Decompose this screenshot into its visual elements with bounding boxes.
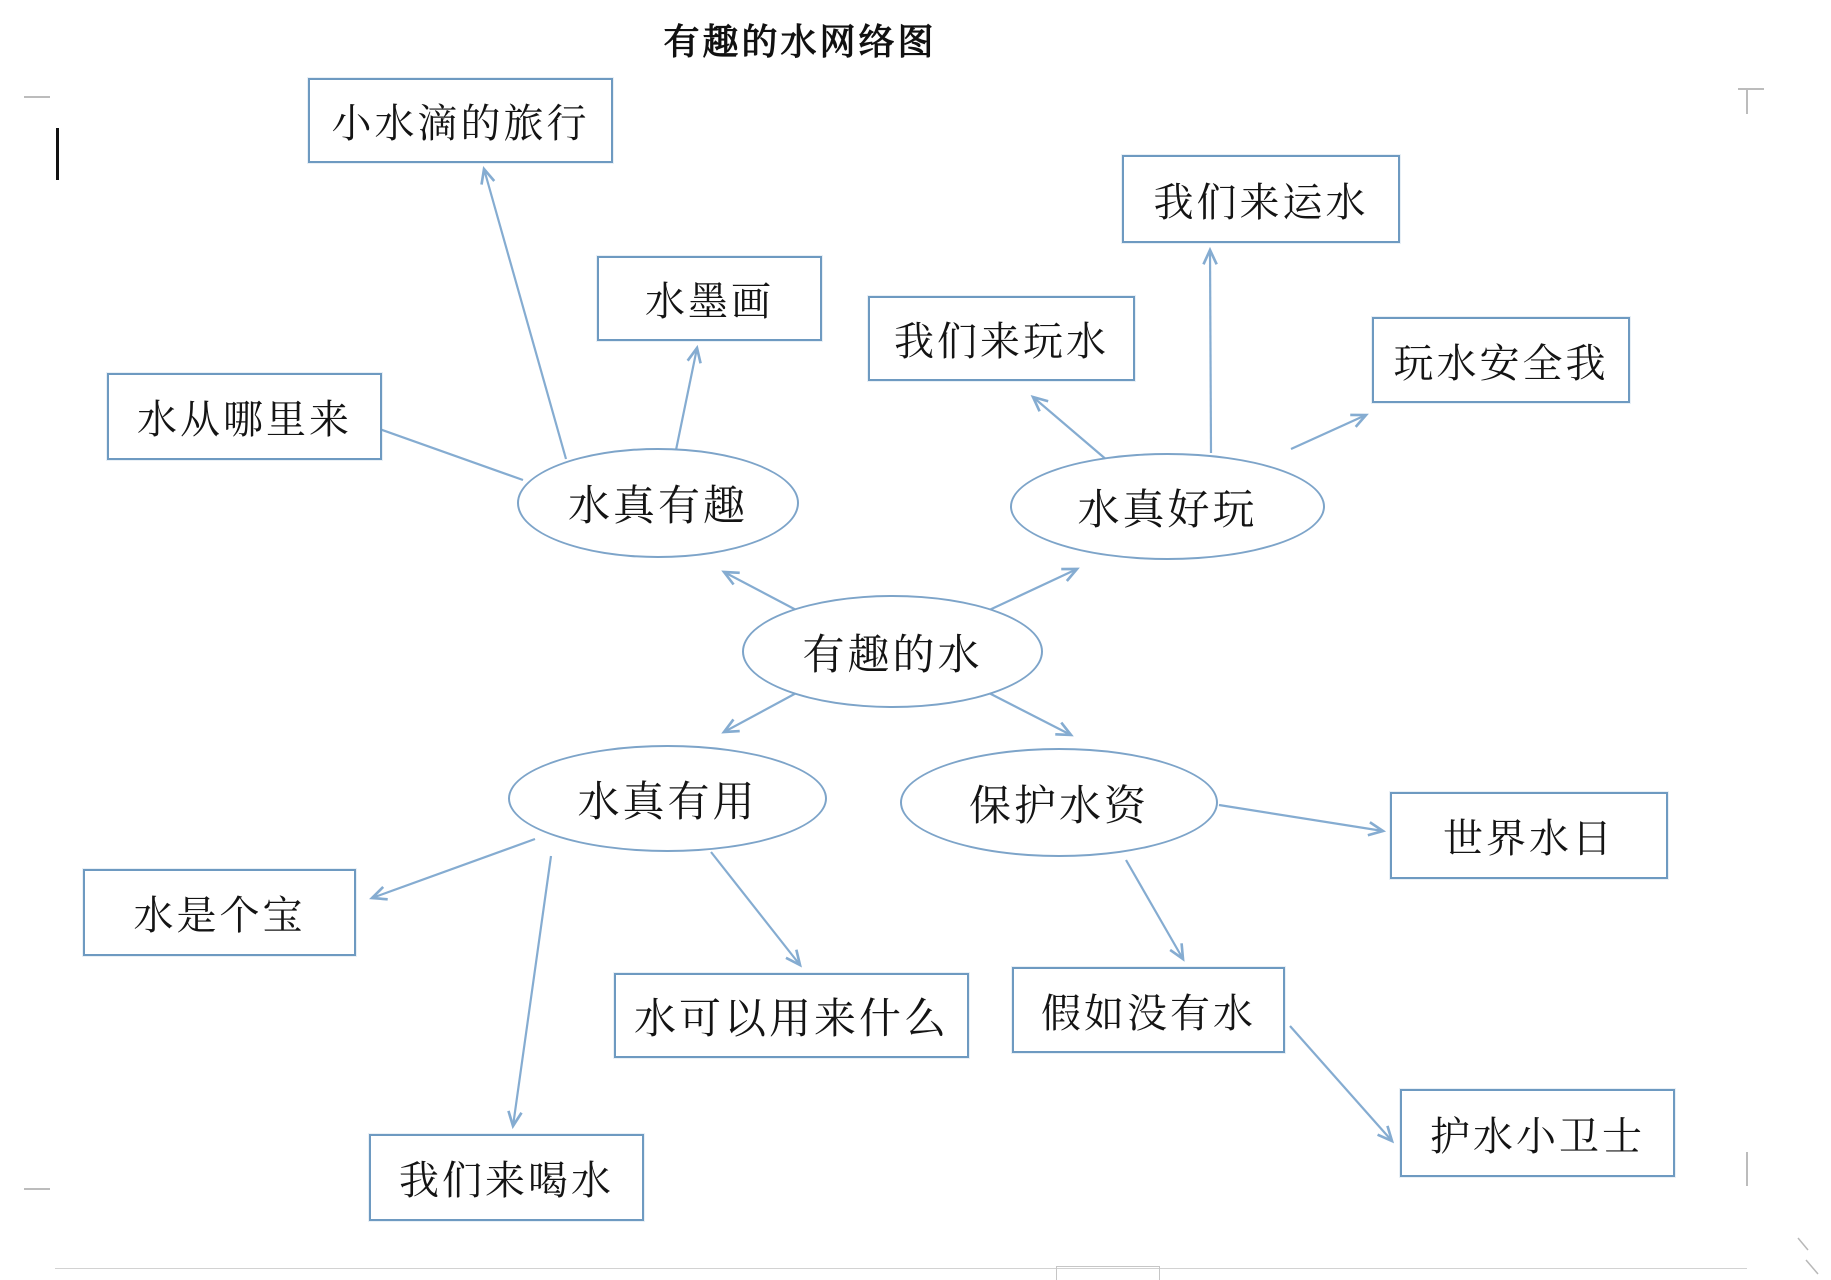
node-label-if-no-water: 假如没有水	[1041, 990, 1256, 1037]
node-box-water-uses[interactable]	[614, 973, 969, 1058]
connector-useful-to-drink-water	[513, 856, 551, 1126]
diagram-title: 有趣的水网络图	[663, 21, 937, 63]
node-label-water-guard: 护水小卫士	[1430, 1113, 1645, 1160]
connector-fun-to-carry-water	[1210, 250, 1211, 453]
node-label-ink-painting: 水墨画	[645, 279, 774, 325]
node-label-water-useful: 水真有用	[577, 776, 758, 826]
node-label-play-safety: 玩水安全我	[1393, 340, 1609, 387]
node-label-world-water-day: 世界水日	[1443, 816, 1615, 862]
node-box-drink-water[interactable]	[369, 1134, 644, 1221]
connector-protect-to-world-water-day	[1219, 805, 1383, 831]
text-cursor	[56, 128, 59, 180]
node-box-droplet-trip[interactable]	[308, 78, 613, 163]
node-label-water-treasure: 水是个宝	[133, 893, 306, 939]
node-box-play-safety[interactable]	[1372, 317, 1630, 403]
node-label-water-uses: 水可以用来什么	[633, 993, 949, 1043]
node-ellipse-water-fun[interactable]	[1010, 453, 1325, 560]
node-label-drink-water: 我们来喝水	[399, 1158, 614, 1204]
node-label-center: 有趣的水	[802, 629, 983, 679]
connector-center-to-water-interesting	[724, 572, 800, 612]
node-ellipse-center[interactable]	[742, 595, 1043, 708]
node-box-world-water-day[interactable]	[1390, 792, 1668, 879]
connector-center-to-protect-water	[985, 691, 1071, 735]
node-ellipse-protect-water[interactable]	[900, 748, 1218, 857]
connector-interesting-to-ink-painting	[676, 348, 697, 450]
connector-useful-to-water-treasure	[372, 839, 535, 898]
connector-fun-to-play-water	[1033, 397, 1108, 461]
node-box-where-from[interactable]	[107, 373, 382, 460]
page-edge-marks	[1798, 1238, 1818, 1274]
margin-mark-bottom-right	[1746, 1152, 1748, 1186]
connector-if-no-water-to-water-guard	[1290, 1026, 1392, 1141]
connector-fun-to-play-safety	[1291, 415, 1366, 449]
node-label-water-fun: 水真好玩	[1077, 484, 1258, 534]
node-box-water-guard[interactable]	[1400, 1089, 1675, 1177]
margin-mark-top-right	[1738, 88, 1764, 90]
margin-mark-top-right-v	[1746, 88, 1748, 114]
node-box-water-treasure[interactable]	[83, 869, 356, 956]
connector-center-to-water-useful	[724, 691, 800, 732]
node-label-droplet-trip: 小水滴的旅行	[331, 101, 590, 147]
page-bottom-box	[1056, 1266, 1160, 1280]
node-box-if-no-water[interactable]	[1012, 967, 1285, 1053]
connector-useful-to-water-uses	[711, 852, 800, 965]
node-label-where-from: 水从哪里来	[137, 397, 352, 443]
node-ellipse-water-interesting[interactable]	[517, 448, 799, 558]
page-bottom-line	[55, 1268, 1747, 1269]
margin-mark-bottom-left	[24, 1188, 50, 1190]
node-ellipse-water-useful[interactable]	[508, 745, 827, 852]
node-box-ink-painting[interactable]	[597, 256, 822, 341]
node-box-carry-water[interactable]	[1122, 155, 1400, 243]
node-label-protect-water: 保护水资	[968, 780, 1149, 830]
connector-interesting-to-droplet-trip	[484, 169, 566, 459]
node-box-play-water[interactable]	[868, 296, 1135, 381]
node-label-carry-water: 我们来运水	[1153, 179, 1369, 226]
node-label-play-water: 我们来玩水	[894, 319, 1109, 365]
margin-mark-top-left	[24, 96, 50, 98]
node-label-water-interesting: 水真有趣	[567, 481, 748, 530]
connector-center-to-water-fun	[985, 569, 1077, 612]
connector-protect-to-if-no-water	[1126, 860, 1183, 959]
